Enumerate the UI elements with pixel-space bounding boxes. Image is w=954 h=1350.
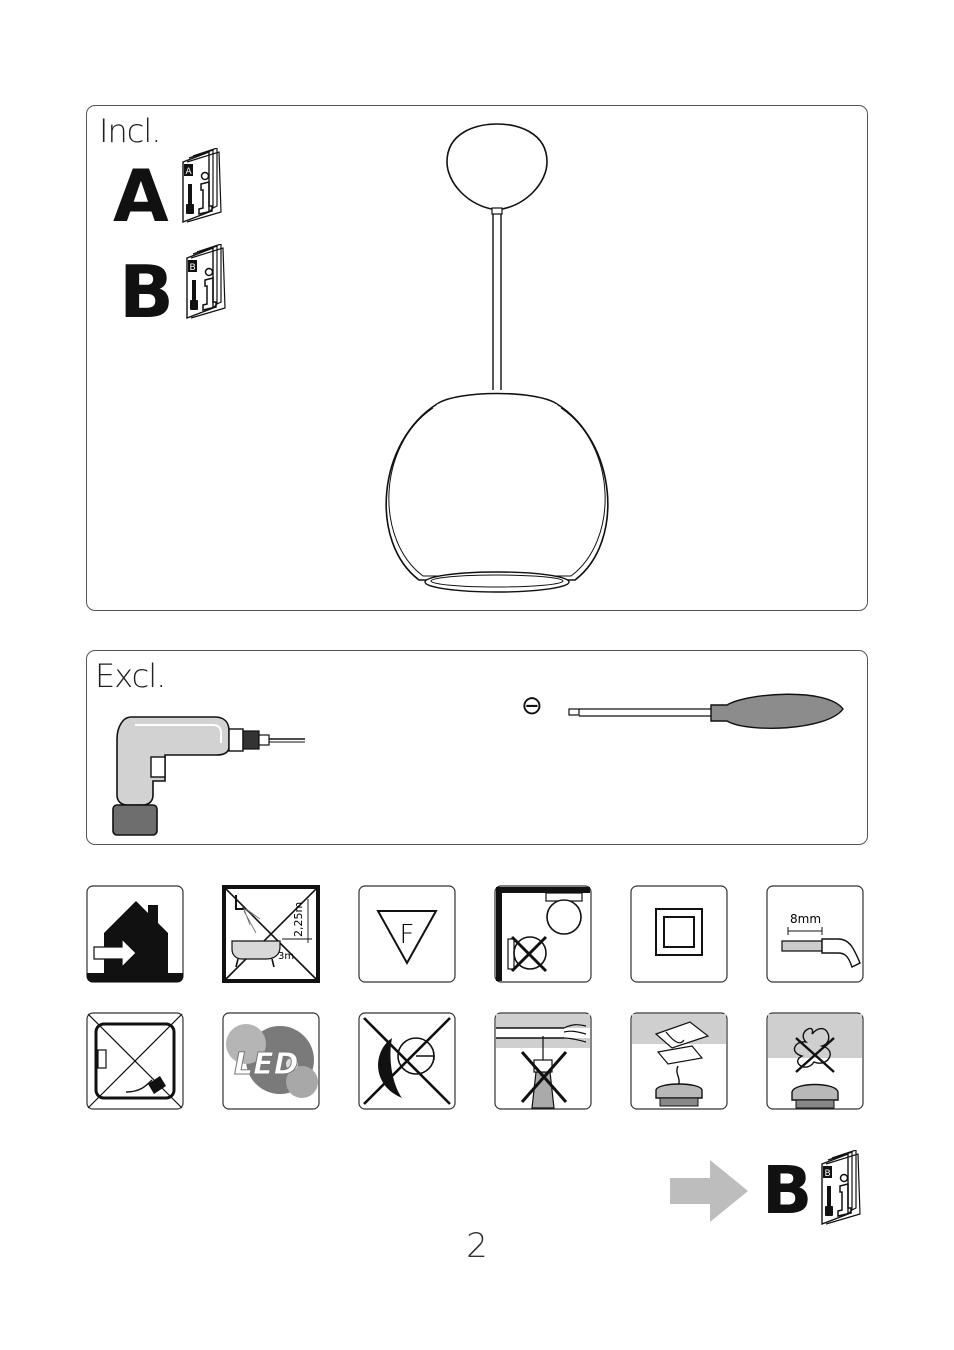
globe-shade <box>386 394 608 593</box>
bathroom-zone-icon <box>222 885 320 983</box>
next-manual-tag: B <box>824 1169 831 1179</box>
manual-b-tag: B <box>189 263 196 273</box>
led-tile <box>222 1012 320 1110</box>
wire-strip-label: 8mm <box>790 912 822 926</box>
ceiling-mount-tile <box>630 1012 728 1110</box>
bathroom-zone-tile <box>222 885 320 983</box>
included-title: Incl. <box>99 112 161 150</box>
manual-a-letter: A <box>113 154 169 238</box>
excluded-title: Excl. <box>95 657 166 695</box>
no-dimmer-switch-icon <box>86 1012 184 1110</box>
flathead-screwdriver-icon <box>567 691 847 737</box>
excluded-tools-panel <box>86 650 868 845</box>
class-2-insulation-tile <box>630 885 728 983</box>
manual-b-booklet-icon <box>183 244 229 320</box>
pendant-lamp-illustration <box>377 122 617 602</box>
led-label: LED <box>234 1047 299 1082</box>
next-manual-booklet-icon <box>818 1150 864 1226</box>
page-number: 2 <box>466 1226 488 1266</box>
included-parts-panel <box>86 105 868 611</box>
bathroom-height-label: 2,25m <box>292 901 305 937</box>
suspension-rod <box>493 214 501 390</box>
no-dimmer-switch-tile <box>86 1012 184 1110</box>
wire-strip-length-tile <box>766 885 864 983</box>
f-mark-icon <box>358 885 456 983</box>
no-wiring-overhead-tile <box>494 1012 592 1110</box>
next-manual-letter: B <box>762 1152 813 1229</box>
f-mark-label: F <box>399 920 415 950</box>
no-ceiling-proximity-tile <box>494 885 592 983</box>
class-2-insulation-icon <box>630 885 728 983</box>
led-icon <box>222 1012 320 1110</box>
no-tangled-cable-icon <box>766 1012 864 1110</box>
no-ceiling-proximity-icon <box>494 885 592 983</box>
manual-a-tag: A <box>185 167 192 177</box>
flathead-symbol: ⊖ <box>521 691 543 721</box>
bathroom-distance-label: 3m <box>278 951 295 962</box>
not-dimmable-icon <box>358 1012 456 1110</box>
indoor-use-tile <box>86 885 184 983</box>
no-tangled-cable-tile <box>766 1012 864 1110</box>
not-dimmable-tile <box>358 1012 456 1110</box>
no-wiring-overhead-icon <box>494 1012 592 1110</box>
ceiling-mount-icon <box>630 1012 728 1110</box>
f-mark-tile <box>358 885 456 983</box>
manual-a-booklet-icon <box>179 148 225 224</box>
drill-icon <box>103 709 313 841</box>
indoor-use-icon <box>86 885 184 983</box>
ceiling-canopy <box>447 124 547 214</box>
manual-b-letter: B <box>119 250 174 334</box>
wire-strip-length-icon <box>766 885 864 983</box>
arrow-right-icon <box>670 1160 750 1222</box>
